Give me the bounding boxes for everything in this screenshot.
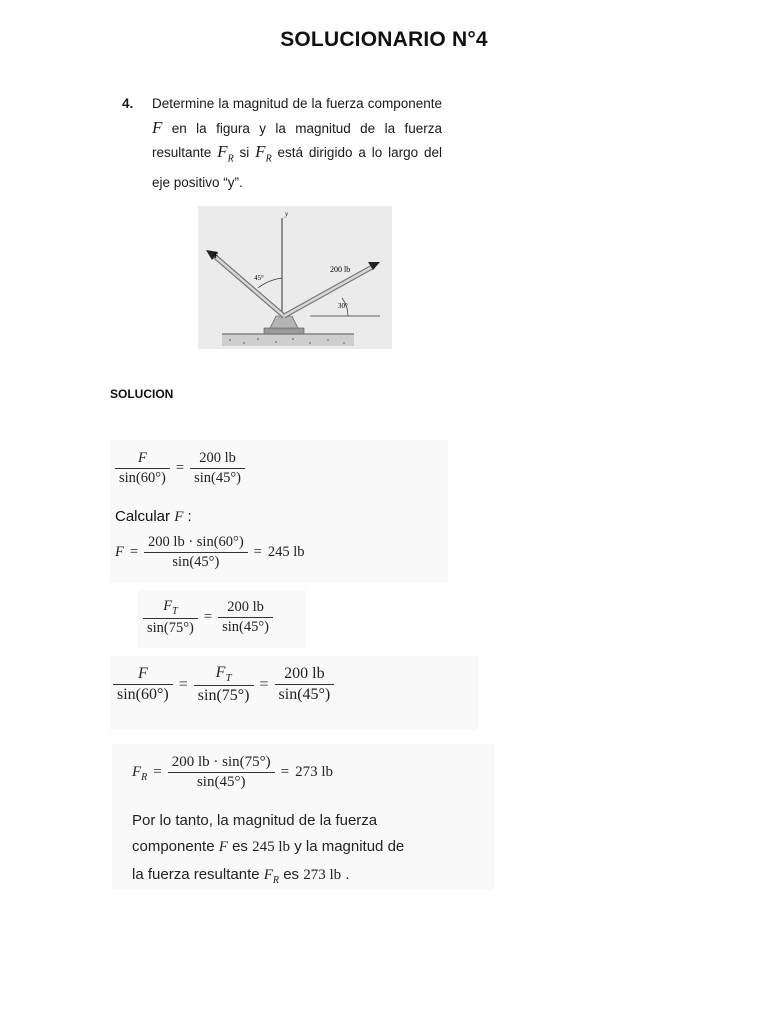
y-axis-label: y	[285, 210, 289, 218]
page-title: SOLUCIONARIO N°4	[280, 28, 488, 51]
conclusion-line-3: la fuerza resultante $F_R$ es 273 lb .	[132, 866, 350, 886]
angle-30-label: 30°	[338, 302, 348, 310]
conclusion-line-2: componente F es 245 lb y la magnitud de	[132, 838, 405, 855]
force-diagram	[198, 206, 392, 349]
var-F: F	[152, 117, 163, 137]
equation-law-of-sines-combined: $\frac{F}{\sin(60^\circ)}$ = $\frac{F_T}{\sin(75^\circ)}$ = $\frac{200 lb}{\sin(45^\circ)}$	[113, 664, 334, 705]
problem-number: 4.	[122, 96, 134, 111]
force-200lb-label: 200 lb	[330, 265, 351, 274]
var-FR: $F_R$	[217, 142, 234, 165]
problem-text-3: si	[239, 145, 250, 160]
conclusion-line-1: Por lo tanto, la magnitud de la fuerza	[132, 812, 378, 829]
equation-F-result: F = $\frac{200 lb \cdot \sin(60^\circ)}{\sin(45^\circ)}$ = 245 lb	[115, 534, 305, 570]
problem-text-2: en la figura y la magnitud de la fuerza resultante	[152, 120, 442, 160]
equation-FR-result: $F_R$ = $\frac{200 lb \cdot \sin(75^\circ)}{\sin(45^\circ)}$ = 273 lb	[132, 754, 334, 790]
calculate-F-heading: Calcular F :	[115, 508, 192, 525]
angle-45-label: 45°	[254, 274, 264, 282]
problem-text-1: Determine la magnitud de la fuerza componente	[152, 96, 442, 111]
conclusion-text	[132, 808, 492, 894]
solution-panel-2	[138, 590, 306, 648]
equation-FT: $\frac{F_T}{\sin(75^\circ)}$ = $\frac{200 lb}{\sin(45^\circ)}$	[143, 598, 273, 637]
equation-law-of-sines-1: $\frac{F}{\sin(60^\circ)}$ = $\frac{200 lb}{\sin(45^\circ)}$	[115, 450, 245, 487]
force-F-label: F	[214, 252, 219, 260]
problem-statement	[122, 92, 442, 194]
solution-panel-1	[110, 440, 448, 582]
solution-label: SOLUCION	[110, 387, 174, 401]
problem-text-4: está dirigido a lo largo del eje positivo “y”.	[152, 145, 442, 190]
solution-panel-3	[110, 656, 478, 730]
var-FR-2: $F_R$	[255, 142, 272, 165]
solution-panel-4	[112, 744, 494, 890]
